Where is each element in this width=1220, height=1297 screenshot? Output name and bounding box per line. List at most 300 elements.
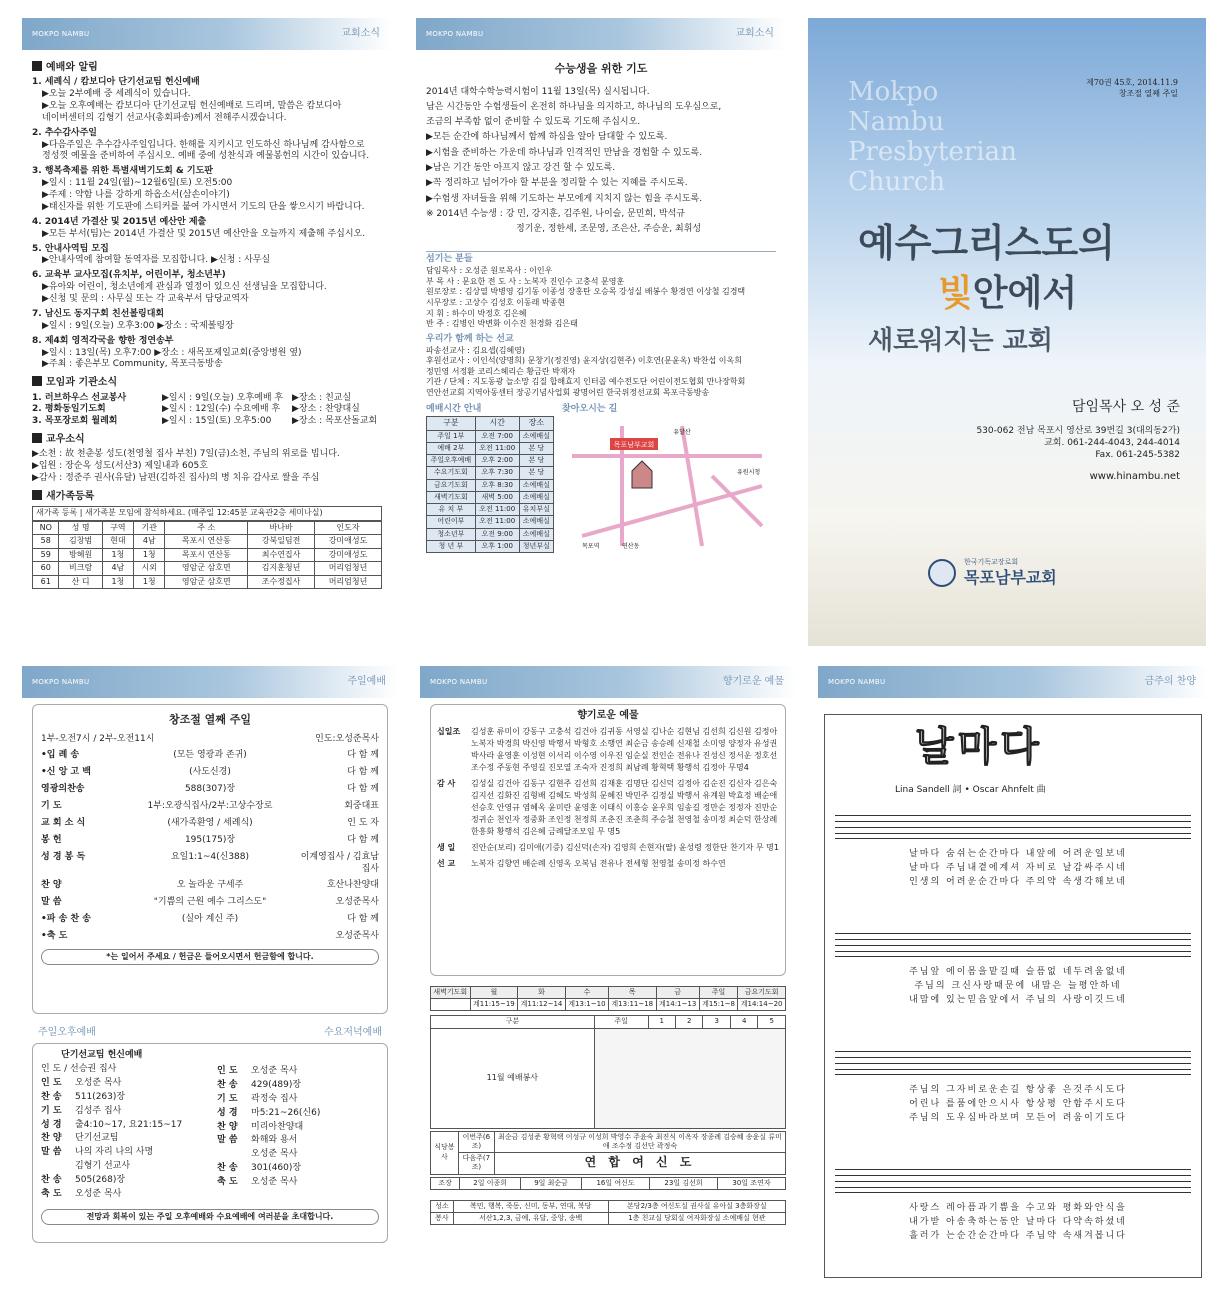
offering-row: [437, 842, 779, 854]
wednesday-item-value: 301(460)장: [251, 1163, 302, 1174]
offering-type: 십일조: [437, 727, 461, 737]
clean-cell: 2일 이종희: [460, 1177, 521, 1189]
prayer-schedule-table: [430, 986, 786, 1011]
order-leader: 다 함 께: [347, 784, 379, 795]
brand: MOKPO NAMBU: [426, 30, 484, 38]
lyric-line: 사랑스 레아픔과기쁨을 수고와 평화와안식을: [909, 1203, 1127, 1213]
wednesday-item: [217, 1135, 379, 1147]
meeting-time: ▶일시 : 9일(오늘) 오후예배 후: [162, 392, 284, 403]
worship-note: *는 일어서 주세요 / 헌금은 들어오시면서 헌금함에 합니다.: [41, 949, 379, 966]
order-leader: 인 도 자: [347, 817, 379, 828]
announcement-line: ▶주최 : 좋은부모 Community, 목포극동방송: [42, 359, 223, 370]
table-cell: 강미애성도: [315, 535, 382, 549]
newcomer-header: 인도자: [315, 521, 382, 535]
afternoon-item-value: 출4:10~17, 요21:15~17: [75, 1119, 183, 1130]
meeting-place: ▶장소 : 목포산돌교회: [292, 416, 378, 427]
table-row: [427, 516, 554, 528]
table-cell: 1청: [102, 575, 133, 589]
panel-header: [22, 18, 392, 50]
order-leader: 오성준목사: [335, 897, 379, 908]
order-content: (사도신경): [189, 767, 231, 778]
wednesday-item-label: 기 도: [217, 1093, 238, 1104]
table-cell: 강미애성도: [315, 548, 382, 562]
afternoon-item-label: 축 도: [41, 1188, 62, 1199]
service-header: 2: [676, 1016, 703, 1028]
church-phone: 교회. 061-244-4043, 244-4014: [1044, 438, 1180, 449]
table-cell: 조수정집사: [248, 575, 315, 589]
heading-newcomers: 새가족등록: [32, 490, 382, 503]
wednesday-item: [217, 1122, 379, 1134]
afternoon-first-line: 인 도 / 선승권 집사: [41, 1064, 117, 1075]
section-title: 금주의 찬양: [1144, 676, 1196, 687]
wednesday-item-label: [217, 1149, 251, 1161]
meeting-name: 3. 목포장로회 월례회: [32, 416, 118, 427]
announcement-title: 2. 추수감사주일: [32, 127, 97, 138]
table-row: [427, 491, 554, 503]
table-cell: 유치부실: [519, 504, 553, 516]
newcomer-header: 기관: [134, 521, 165, 535]
afternoon-item-label: 찬 송: [41, 1091, 62, 1102]
afternoon-item-label: 찬 송: [41, 1175, 62, 1186]
wednesday-item-value: 곽정숙 집사: [251, 1093, 298, 1104]
meeting-list: [32, 393, 382, 429]
mission-title: 우리가 함께 하는 선교: [426, 333, 514, 344]
table-cell: 최수연집사: [248, 548, 315, 562]
afternoon-title: 단기선교팀 헌신예배: [61, 1050, 143, 1061]
afternoon-item-label: 찬 양: [41, 1133, 62, 1144]
table-cell: 현대: [102, 535, 133, 549]
map-label-yudalsan: 유달산: [673, 429, 691, 437]
table-cell: 청소년부: [427, 528, 476, 540]
offering-row: [437, 726, 779, 774]
lyric-line: 날마다 숨쉬는순간마다 내앞에 어려운일보네: [909, 849, 1127, 859]
church-address: 530-062 전남 목포시 영산로 39번길 3(대의동2가): [976, 426, 1180, 437]
order-content: 오 놀라운 구세주: [176, 880, 244, 891]
order-list: [41, 750, 379, 943]
wednesday-item-value: 429(489)장: [251, 1079, 302, 1090]
worship-time-table: [426, 416, 554, 553]
pastor-name: 담임목사 오 성 준: [1071, 399, 1180, 415]
offering-panel: [420, 666, 796, 1284]
afternoon-item-value: 오성준 목사: [75, 1188, 122, 1199]
clean-cell: 30일 조연자: [718, 1177, 786, 1189]
offering-names: 김성실 김건아 김동구 김현주 김선희 김재훈 김명단 김신덕 김정아 김순진 김신자 김은숙 김지선 김화진 김형배 김혜도 박성희 문혜진 박민주 김정실 박행서 유계원 박효정 배순애 선승호 안영규 염혜옥 윤미란 윤영훈 이태식 이홍승 윤우희 임송길 정만순 정정자 진만순 정귀순 천인자 정중화 조인정 천정희 조춘진 조춘희 주승철 천영철 송미정 최순덕 한상례 한흥화 황행석 김은혜 금례달조모임 무 명5: [471, 779, 778, 837]
prayer-verse: 계14:14~20: [738, 999, 786, 1011]
service-header: 주일: [594, 1016, 648, 1028]
order-leader: 이계영집사 / 김효남집사: [300, 851, 379, 874]
service-times: 1부-오전7시 / 2부-오전11시: [41, 733, 155, 744]
order-leader: 회중대표: [344, 801, 379, 812]
worship-leader: 인도:오성준목사: [315, 733, 379, 744]
order-label: •파 송 찬 송: [41, 914, 91, 925]
wednesday-item-label: 축 도: [217, 1177, 238, 1188]
table-cell: 시외: [134, 562, 165, 576]
lyric-line: 인생의 어려운순간마다 주의약 속생각해보네: [909, 877, 1127, 887]
care-cell: 복민, 행복, 죽동, 신미, 동부, 연대, 북당: [453, 1200, 608, 1212]
table-row: [427, 479, 554, 491]
denomination: 한국기독교장로회: [964, 558, 1019, 566]
staff-title: 섬기는 분들: [426, 254, 473, 265]
prayer-line: ▶수험생 자녀들을 위해 기도하는 부모에게 지치지 않는 힘을 주시도록.: [426, 193, 703, 204]
table-cell: 머리엄청년: [315, 575, 382, 589]
staff-line: 반 주 : 김병인 박변화 이수진 천경화 김은태: [426, 319, 578, 329]
lyric-line: 주님의 도우심바라보며 모든어 려움이기도다: [909, 1113, 1127, 1123]
wednesday-item-label: 인 도: [217, 1066, 238, 1077]
prayer-line: 조금의 부족함 없이 준비할 수 있도록 기도해 주십시오.: [426, 117, 641, 128]
map-label-yeonsan: 연산동: [622, 543, 640, 551]
order-leader: 다 함 께: [347, 767, 379, 778]
table-cell: 수요기도회: [427, 467, 476, 479]
service-header: 구분: [431, 1016, 595, 1028]
announcement-title: 4. 2014년 가결산 및 2015년 예산안 제출: [32, 216, 207, 227]
table-cell: 오전 11:00: [475, 442, 519, 454]
announcement-title: 7. 남신도 동지구회 친선볼링대회: [32, 308, 165, 319]
table-cell: 새벽 5:00: [475, 491, 519, 503]
afternoon-item: [41, 1189, 203, 1201]
care-table: [430, 1200, 786, 1225]
table-cell: 청년부실: [519, 540, 553, 552]
afternoon-item: [41, 1175, 203, 1187]
order-content: 요일1:1~4(신388): [170, 851, 250, 862]
table-cell: 머리엄청년: [315, 562, 382, 576]
map-label-church: 목포남부교회: [613, 441, 655, 450]
afternoon-item-label: 인 도: [41, 1077, 62, 1088]
table-row: [427, 528, 554, 540]
cover-title-2: 안에서: [972, 273, 1078, 314]
meal-names: 최순금 김성준 황혁택 이성규 이성희 박영수 주윤숙 최진식 이옥자 장종례 김승혜 송윤실 류미애 조수정 김선단 곽정숙: [494, 1131, 785, 1152]
afternoon-item: [41, 1147, 203, 1159]
member-news-list: [32, 449, 382, 485]
announcement-line: ▶오늘 2부예배 중 세례식이 있습니다.: [42, 89, 191, 100]
clean-cell: 9일 최순금: [521, 1177, 582, 1189]
afternoon-item-label: 기 도: [41, 1105, 62, 1116]
heading-meetings: 모임과 기관소식: [32, 376, 382, 389]
member-news-line: ▶감사 : 정준주 권사(유달) 남편(김하진 집사)의 병 치유 감사로 쌀을 주심: [32, 473, 320, 484]
meeting-place: ▶장소 : 찬양대실: [292, 404, 360, 415]
order-label: •축 도: [41, 931, 68, 942]
announcement-line: ▶다음주일은 추수감사주일입니다. 한해를 지키시고 인도하신 하나님께 감사함으로: [42, 139, 365, 150]
newcomer-note: 새가족 등록 | 새가족분 모임에 참석하세요. (매주일 12:45분 교육관2층 세미나실): [32, 506, 382, 521]
table-row: [427, 504, 554, 516]
order-label: •입 례 송: [41, 750, 80, 761]
wednesday-item: [217, 1094, 379, 1106]
afternoon-item: [41, 1161, 203, 1173]
announcement-line: ▶안내사역에 참여할 동역자를 모집합니다. ▶신청 : 사무실: [42, 255, 271, 266]
table-cell: 소예배실: [519, 430, 553, 442]
service-label: 11월 예배봉사: [431, 1028, 595, 1128]
mission-line: 연안선교회 지역아동센터 장공기념사업회 광명어린 한국위정선교회 목포극동방송: [426, 387, 710, 397]
order-label: 말 씀: [41, 897, 62, 908]
prayer-line: ▶남은 기간 동안 아프지 않고 강건 할 수 있도록.: [426, 163, 616, 173]
prayer-panel: [416, 18, 786, 646]
order-item: [41, 852, 379, 876]
staff-line: 담임목사 : 오성준 원로목사 : 이인우: [426, 266, 553, 276]
lyric-line: 날마다 주님내곁에계셔 자비로 날감싸주시네: [909, 863, 1127, 873]
table-cell: 61: [33, 575, 59, 589]
mission-line: 기관 / 단체 : 지도동광 늘소망 김질 합해효지 인터콥 예수전도단 어린이전도협회 만나장학회: [426, 377, 746, 387]
song-credit: Lina Sandell 詞 • Oscar Ahnfelt 曲: [895, 785, 1046, 795]
meeting-row: [32, 393, 382, 405]
worship-header: 시간: [475, 417, 519, 431]
wednesday-item-label: 찬 양: [217, 1121, 238, 1132]
brand: MOKPO NAMBU: [32, 30, 90, 38]
wednesday-item-value: 오성준 목사: [251, 1066, 298, 1077]
order-content: 588(307)장: [184, 784, 236, 795]
bg-word-church: Church: [848, 166, 946, 197]
announcement-line: ▶신청 및 문의 : 사무실 또는 각 교육부서 담당교역자: [42, 294, 249, 305]
table-row: [33, 548, 382, 562]
announcement-title: 5. 안내사역팀 모집: [32, 243, 109, 254]
order-item: [41, 931, 379, 943]
meal-label: 식당봉사: [431, 1131, 459, 1174]
panel-header: [420, 666, 796, 698]
prayer-line: ※ 2014년 수능생 : 강 민, 강지훈, 김주원, 나이슬, 문민희, 박석규: [426, 208, 685, 219]
announcement-line: ▶일시 : 13일(목) 오후7:00 ▶장소 : 새목포제일교회(중앙병원 옆): [42, 347, 302, 358]
table-cell: 1청: [134, 575, 165, 589]
order-item: [41, 835, 379, 847]
panel-header: [416, 18, 786, 50]
afternoon-item-value: 나의 자리 나의 사명: [75, 1147, 154, 1158]
afternoon-service-title: 주일오후예배: [38, 1027, 96, 1038]
order-content: 1부:오광식집사/2부:고상수장로: [147, 801, 273, 812]
order-content: (실아 계신 주): [181, 914, 239, 925]
meeting-row: [32, 404, 382, 416]
prayer-line: ▶모든 순간에 하나님께서 함께 하심을 알아 담대할 수 있도록.: [426, 132, 668, 143]
table-cell: 주일 1부: [427, 430, 476, 442]
service-table: [430, 1015, 786, 1128]
worship-time-title: 예배시간 안내: [426, 404, 482, 415]
offering-row: [437, 778, 779, 838]
worship-header: 구분: [427, 417, 476, 431]
meeting-time: ▶일시 : 12일(수) 수요예배 후: [162, 404, 281, 415]
table-row: [33, 535, 382, 549]
offering-box: [430, 704, 786, 976]
order-item: [41, 750, 379, 762]
staff-box: [426, 251, 776, 398]
table-cell: 예배 2부: [427, 442, 476, 454]
table-row: [33, 575, 382, 589]
prayer-day: 화: [518, 987, 566, 999]
care-row: [431, 1200, 786, 1212]
offering-names: 진안순(보리) 김미애(기증) 김신덕(손자) 김영희 손현자(딸) 윤성령 정한단 찬기자 무 명1: [471, 843, 779, 853]
prayer-line: 남은 시간동안 수험생들이 온전히 하나님을 의지하고, 하나님의 도우심으로,: [426, 101, 722, 112]
member-news-line: ▶소천 : 故 천춘봉 성도(천영철 집사 부친) 7일(금)소천, 주님의 위로를 빕니다.: [32, 449, 340, 460]
table-cell: 비크람: [59, 562, 102, 576]
church-logo: [928, 559, 956, 587]
mission-line: 후원선교사 : 이인석(양명희) 문창기(정진영) 윤지상(김현주) 이호연(문윤옥) 박찬섭 이옥희: [426, 356, 742, 366]
table-cell: 오후 2:00: [475, 455, 519, 467]
lyric-line: 주님앞 에이몸을맡길때 슬픔없 네두려움없네: [909, 967, 1127, 977]
afternoon-item: [41, 1120, 203, 1132]
prayer-verse: 계11:15~19: [470, 999, 518, 1011]
afternoon-item-value: 오성준 목사: [75, 1077, 122, 1088]
offering-names: 노복자 김향연 배순례 신영옥 오복님 전유나 전세형 천영철 송미정 하수연: [471, 859, 726, 869]
table-cell: 본 당: [519, 455, 553, 467]
section-title: 향기로운 예물: [722, 676, 784, 687]
table-row: [427, 455, 554, 467]
staff-list: [426, 266, 776, 329]
afternoon-item-value: 단기선교팀: [75, 1133, 119, 1144]
prayer-verse: 계13:1~10: [565, 999, 608, 1011]
worship-header: 장소: [519, 417, 553, 431]
worship-title: 창조절 열째 주일: [168, 713, 252, 726]
announcement-title: 8. 제4회 영적각국을 향한 정연송부: [32, 335, 174, 346]
afternoon-item-value: 505(268)장: [75, 1175, 126, 1186]
church-website[interactable]: www.hinambu.net: [1089, 471, 1180, 483]
order-label: 교 회 소 식: [41, 817, 86, 828]
music-staff: [835, 815, 1191, 839]
clean-table: [430, 1177, 786, 1190]
service-header: 1: [648, 1016, 675, 1028]
table-cell: 1청: [134, 548, 165, 562]
announcement-line: ▶일시 : 9일(오늘) 오후3:00 ▶장소 : 국제볼링장: [42, 320, 234, 331]
issue-number: 제70권 45호, 2014.11.9: [1086, 78, 1178, 87]
wednesday-item-value: 오성준 목사: [251, 1149, 298, 1160]
order-leader: 오성준목사: [335, 931, 379, 942]
prayer-verse: 계13:11~18: [608, 999, 656, 1011]
news-panel: [22, 18, 392, 646]
table-cell: 본 당: [519, 442, 553, 454]
prayer-body: [426, 85, 776, 238]
offering-type: 생 일: [437, 843, 456, 853]
table-cell: 영암군 삼호면: [165, 575, 248, 589]
invitation-note: 전망과 회복이 있는 주일 오후예배와 수요예배에 여러분을 초대합니다.: [41, 1209, 379, 1226]
section-title: 교회소식: [735, 28, 774, 39]
church-map: [562, 416, 772, 556]
newcomer-header: 성 명: [59, 521, 102, 535]
order-label: 기 도: [41, 801, 62, 812]
prayer-line: ▶시험을 준비하는 가운데 하나님과 인격적인 만남을 경험할 수 있도록.: [426, 147, 703, 158]
announcement-line: 정성껏 예물을 준비하여 주십시오. 예배 중에 성찬식과 예물봉헌의 시간이 있습니다.: [42, 151, 370, 162]
brand: MOKPO NAMBU: [32, 678, 90, 686]
wednesday-item-label: 말 씀: [217, 1135, 238, 1146]
order-item: [41, 784, 379, 796]
wednesday-item: [217, 1108, 379, 1120]
newcomer-table: [32, 521, 382, 590]
prayer-day: 금: [656, 987, 699, 999]
clean-cell: 조장: [431, 1177, 460, 1189]
table-cell: 목포시 연산동: [165, 548, 248, 562]
afternoon-item: [41, 1092, 203, 1104]
order-content: 195(175)장: [184, 834, 236, 845]
cover-title-light: 빛: [938, 273, 973, 314]
hymn-panel: [818, 666, 1208, 1284]
section-title: 주일예배: [347, 676, 386, 687]
table-row: [427, 442, 554, 454]
table-cell: 오전 11:00: [475, 516, 519, 528]
table-cell: 방혜원: [59, 548, 102, 562]
prayer-day: 월: [470, 987, 518, 999]
score-frame: [824, 714, 1202, 1278]
lyric-line: 주님의 크신사랑때문에 내맘은 늘평안하네: [914, 981, 1122, 991]
order-content: (모든 영광과 존귀): [173, 750, 247, 761]
bg-word-nambu: Nambu: [848, 106, 945, 137]
order-label: 영광의찬송: [41, 784, 85, 795]
map-label-cityhall: 유원시청: [737, 469, 761, 477]
meal-row: [431, 1153, 786, 1174]
cover-panel: [808, 18, 1206, 646]
lyric-line: 주님의 그자비로운손길 항상좋 은것주시도다: [909, 1085, 1127, 1095]
order-label: 봉 헌: [41, 834, 62, 845]
wednesday-item: [217, 1080, 379, 1092]
meeting-name: 1. 러브하우스 선교봉사: [32, 392, 127, 403]
prayer-day: 수: [565, 987, 608, 999]
mission-line: 파송선교사 : 김요셉(김혜영): [426, 345, 526, 355]
care-row: [431, 1213, 786, 1225]
lyric-line: 내가받 아송축하는동안 날마다 다약속하셨네: [909, 1217, 1127, 1227]
table-cell: 오전 7:00: [475, 430, 519, 442]
cover-title-1: 예수그리스도의: [858, 221, 1115, 265]
map-label-station: 목포역: [582, 543, 600, 551]
table-cell: 주일오후예배: [427, 455, 476, 467]
map-title: 찾아오시는 길: [562, 404, 618, 415]
care-cell: 본당2/3층 여신도실 권사실 유아실 3층화장실: [608, 1200, 785, 1212]
care-cell: 1층 친교실 당회실 여자화장실 소예배실 현관: [608, 1213, 785, 1225]
table-cell: 소예배실: [519, 516, 553, 528]
announcement-title: 1. 세례식 / 캄보디아 단기선교팀 헌신예배: [32, 77, 200, 88]
newcomer-header: 주 소: [165, 521, 248, 535]
table-cell: 김창범: [59, 535, 102, 549]
order-leader: 다 함 께: [347, 750, 379, 761]
offering-names: 김성훈 류미이 강동구 고충석 김건아 김귀동 서영실 김나순 김현님 김선희 김신원 김정아 노복자 박경희 박신영 박행서 박형호 소행연 최순금 송승례 신재철 소미영 양정자 유성권 박사라 윤영훈 이성현 이서리 이수영 이우진 임순실 전인순 전유나 진성신 정서운 정호선 조수정 주동현 주영길 진모열 조숙자 진정희 최남례 황혁택 황행석 김정아 무명4: [471, 727, 778, 773]
afternoon-item: [41, 1106, 203, 1118]
order-content: (새가족환영 / 세례식): [167, 817, 253, 828]
meeting-name: 2. 평화동일기도회: [32, 404, 106, 415]
panel-header: [22, 666, 398, 698]
table-cell: 산 디: [59, 575, 102, 589]
announcement-title: 6. 교육부 교사모집(유치부, 어린이부, 청소년부): [32, 270, 226, 281]
member-news-line: ▶입원 : 장순옥 성도(서산3) 제일내과 605호: [32, 461, 208, 472]
table-cell: 유 치 부: [427, 504, 476, 516]
newcomer-header: NO: [33, 521, 59, 535]
order-label: 성 경 봉 독: [41, 851, 86, 862]
table-cell: 어린이부: [427, 516, 476, 528]
offering-row: [437, 858, 779, 870]
announcement-title: 3. 행복축제를 위한 특별새벽기도회 & 기도판: [32, 166, 213, 177]
meal-names: 연 합 여 신 도: [494, 1153, 785, 1174]
order-of-worship: [32, 704, 388, 1014]
announcement-line: ▶태신자를 위한 기도판에 스티커를 붙여 가시면서 기도의 단을 쌓으시기 바랍니다.: [42, 201, 365, 212]
music-staff: [835, 933, 1191, 957]
mission-list: [426, 346, 776, 399]
newcomer-header: 바나바: [248, 521, 315, 535]
order-label: •신 앙 고 백: [41, 767, 91, 778]
offering-title: 향기로운 예물: [577, 710, 639, 721]
order-item: [41, 897, 379, 909]
order-leader: 다 함 께: [347, 834, 379, 845]
prayer-title: 수능생을 위한 기도: [554, 62, 648, 75]
afternoon-item: [41, 1078, 203, 1090]
wednesday-item-label: 찬 송: [217, 1163, 238, 1174]
order-leader: 다 함 께: [347, 914, 379, 925]
staff-line: 원로장로 : 김상열 박병영 김기동 이종성 장홍탄 오승목 강성실 배봉수 황경연 이상철 김경택: [426, 287, 746, 297]
wednesday-item: [217, 1163, 379, 1175]
offering-list: [437, 726, 779, 870]
announcement-line: 네이버센터의 김형기 선교사(총회파송)께서 전해주시겠습니다.: [42, 112, 287, 123]
staff-line: 부 목 사 : 문요한 전 도 사 : 노복자 진인수 고충석 문영훈: [426, 276, 625, 286]
order-label: 찬 양: [41, 880, 62, 891]
news-body: [22, 50, 392, 595]
section-title: 교회소식: [341, 28, 380, 39]
service-header: 3: [703, 1016, 730, 1028]
table-cell: 청 년 부: [427, 540, 476, 552]
brand: MOKPO NAMBU: [828, 678, 886, 686]
wednesday-item-value: 화해와 용서: [251, 1135, 298, 1146]
wednesday-order: [217, 1064, 379, 1203]
cover-title-3: 새로워지는 교회: [868, 326, 1053, 356]
order-item: [41, 914, 379, 926]
wednesday-item: [217, 1066, 379, 1078]
